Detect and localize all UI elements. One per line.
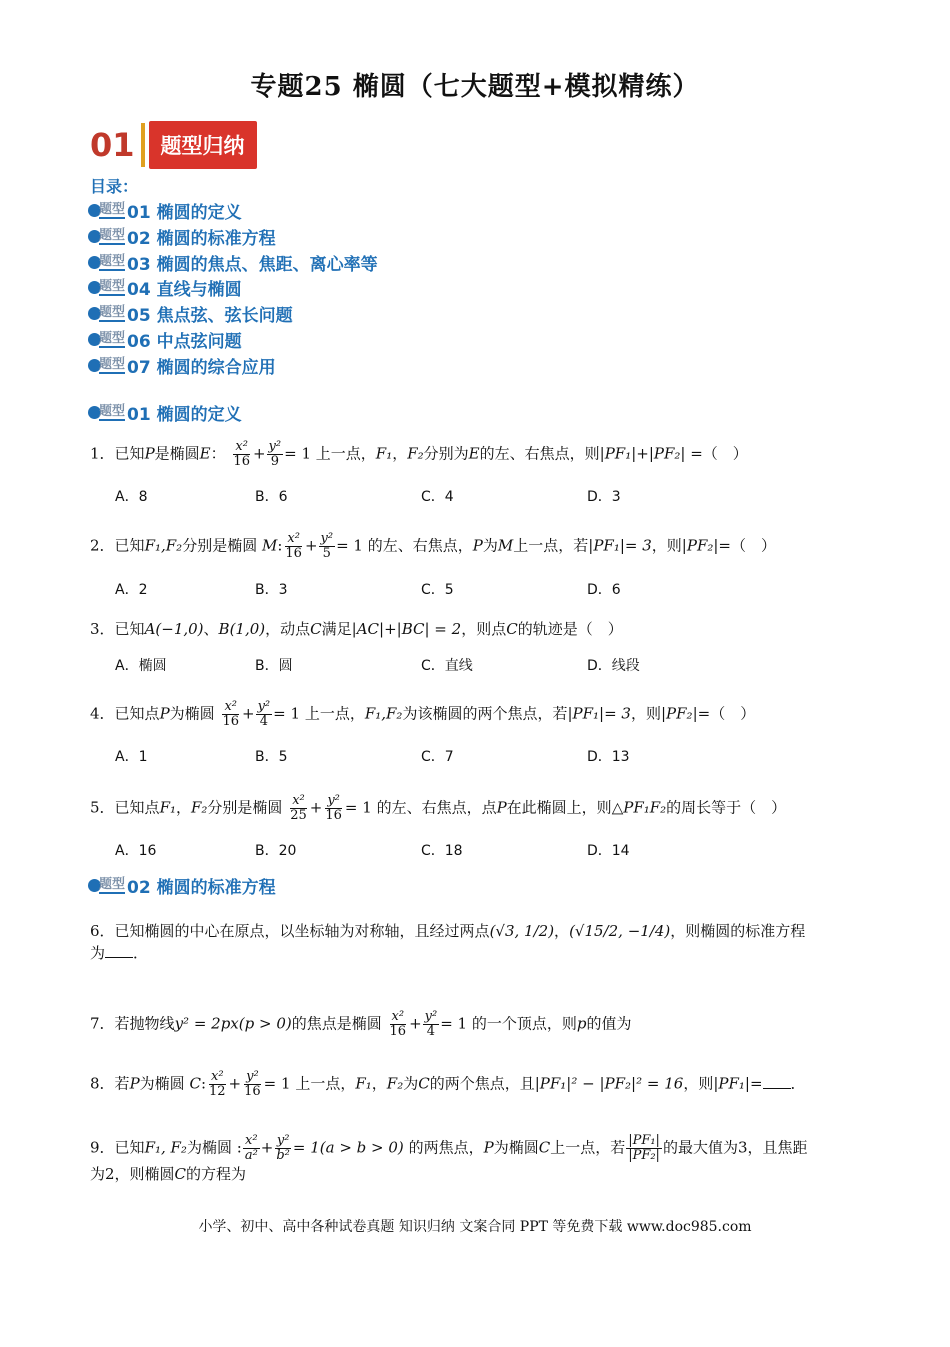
math-expression: y² [257,699,271,714]
text-fragment: 上一点， [295,1074,356,1093]
text-fragment: ，则 [683,1074,714,1093]
text-fragment: 题型 [99,330,126,346]
math-expression: x² [211,1069,224,1084]
question-6 [90,920,870,964]
fraction [319,532,336,561]
text-fragment: ，动点 [265,620,311,638]
option-c[interactable]: C．18 [421,843,463,859]
math-expression: |PF₁|= 3 [588,536,652,555]
math-expression: |PF₁|² − |PF₂|² = 16 [534,1074,684,1093]
option-c[interactable]: C．直线 [421,658,473,674]
text-fragment: 已知 [114,536,145,555]
text-fragment: ． [133,944,149,962]
text-fragment: 1． [90,444,115,463]
math-expression: |PF₂| [628,1148,660,1163]
math-expression: y² [424,1009,438,1024]
answer-blank[interactable] [105,957,133,958]
math-expression: y² [320,531,334,546]
fraction [283,532,304,561]
fraction [626,1134,662,1163]
text-fragment: 16 [285,546,302,561]
math-expression: |PF₁|= [713,1074,763,1093]
text-fragment: ， [175,798,191,817]
option-d[interactable]: D．3 [587,489,621,505]
text-fragment: 16 [244,1084,261,1099]
text-fragment: 4 [426,1024,436,1039]
text-fragment: 6． [90,922,115,940]
text-fragment: 2． [90,536,115,555]
toc-item-label: 04 直线与椭圆 [127,280,242,300]
question-7: 7．若抛物线y² = 2px(p > 0)的焦点是椭圆 $\frac{\text{x²}}{16}$ + $\frac{\text{y²}}{4}$ = 1 的一个顶点，则p的值为 [90,1009,632,1039]
math-expression: (√15/2, −1/4) [569,922,671,940]
text-fragment: ， [554,922,570,940]
math-expression: F₁ [375,444,393,463]
fraction [288,794,309,823]
text-fragment: 的值为 [586,1014,632,1033]
text-fragment: 的轨迹是 [517,620,578,638]
text-fragment: 的两焦点， [408,1138,484,1157]
math-expression: F₁,F₂ [144,536,183,555]
question-9: 9．已知F₁, F₂为椭圆 : $\frac{\text{x²}}{\text{a²}}$ + $\frac{\text{y²}}{\text{b²}}$ = 1(a > b > 0) 的两焦点，P为椭圆C上一点，若 $\frac{\text{|PF₁|}}{\text{|PF₂|}}$ 的最大值为3，且焦距 为2，则椭圆C的方程为 [90,1133,808,1183]
math-expression: A(−1,0) [144,620,204,638]
text-fragment: 题型 [99,356,126,372]
text-fragment: 的两个焦点，且 [429,1074,535,1093]
text-fragment: 5 [322,546,331,561]
option-a[interactable]: A．1 [115,749,148,765]
math-expression: F₁ [159,798,176,817]
text-fragment: ， [392,444,408,463]
toc-heading: 目录： [90,177,139,196]
text-fragment: 为 [90,944,106,962]
section-title: 01 椭圆的定义 [127,405,242,425]
text-fragment: = 1 [336,536,363,555]
text-fragment: 已知 [114,620,145,638]
text-fragment: 的左、右焦点，则 [479,444,600,463]
text-fragment: 已知 [114,444,145,463]
text-fragment: : [277,536,283,555]
text-fragment: 为 [482,536,498,555]
fraction [231,440,252,469]
text-fragment: 题型 [99,876,126,892]
math-expression: |PF₁| [628,1133,660,1148]
question-3 [90,618,870,640]
math-expression: y² [246,1069,259,1084]
text-fragment: 4． [90,704,115,723]
math-expression: P [483,1138,494,1157]
toc-item-3[interactable] [88,250,378,275]
math-expression: |AC|+|BC| = 2 [351,620,462,638]
text-fragment: 的左、右焦点， [367,536,473,555]
fraction [388,1010,409,1039]
toc-item-2[interactable] [88,224,276,249]
option-a[interactable]: A．椭圆 [115,658,167,674]
math-expression: C [310,620,322,638]
fraction [207,1070,228,1099]
math-expression: x² [292,793,305,808]
text-fragment: 为2，则椭圆 [90,1165,175,1183]
text-fragment: 为 [403,1074,419,1093]
tag-marker-icon [88,229,125,245]
text-fragment: : [236,1138,242,1157]
text-fragment: 题型 [99,227,126,243]
toc-item-label: 05 焦点弦、弦长问题 [127,306,293,326]
math-expression: x² [391,1009,405,1024]
fraction [220,700,241,729]
math-expression: C [418,1074,430,1093]
fraction [242,1070,263,1099]
question-4: 4．已知点P为椭圆 $\frac{\text{x²}}{16}$ + $\frac{\text{y²}}{4}$ = 1 上一点，F₁,F₂为该椭圆的两个焦点，若|PF₁|= 3，则|PF₂|=（ ） [90,699,756,729]
math-expression: F₂ [191,798,208,817]
page-footer: 小学、初中、高中各种试卷真题 知识归纳 文案合同 PPT 等免费下载 www.doc985.com [198,1219,752,1235]
text-fragment: 分别是椭圆 [182,536,258,555]
toc-item-7[interactable] [88,353,276,378]
option-c[interactable]: C．7 [421,749,454,765]
text-fragment: ． [790,1074,806,1093]
text-fragment: 的最大值为3，且焦距 [662,1138,808,1157]
tag-marker-icon [88,203,125,219]
tag-marker-icon [88,280,125,296]
badge-label: 题型归纳 [149,121,257,169]
math-expression: = 1(a > b > 0) [292,1138,404,1157]
text-fragment: 、 [203,620,219,638]
math-expression: x² [245,1133,258,1148]
text-fragment: 为椭圆 [186,1138,232,1157]
toc-item-label: 03 椭圆的焦点、焦距、离心率等 [127,255,378,275]
option-c[interactable]: C．5 [421,582,454,598]
tag-marker-icon [88,255,125,271]
math-expression: E [468,444,480,463]
math-expression: F₁, F₂ [144,1138,187,1157]
text-fragment: : [200,1074,206,1093]
option-d[interactable]: D．14 [587,843,630,859]
text-fragment: 16 [222,714,239,729]
math-expression: C [174,1165,187,1183]
math-expression: △PF₁F₂ [611,798,667,817]
text-fragment: 的方程为 [186,1165,247,1183]
math-expression: P [144,444,155,463]
question-8: 8．若P为椭圆 C: $\frac{\text{x²}}{12}$ + $\frac{\text{y²}}{16}$ = 1 上一点，F₁，F₂为C的两个焦点，且|PF₁|² − |PF₂|² = 16，则|PF₁|= ． [90,1069,806,1099]
text-fragment: ， [371,1074,387,1093]
question-5: 5．已知点F₁，F₂分别是椭圆 $\frac{\text{x²}}{25}$ + $\frac{\text{y²}}{16}$ = 1 的左、右焦点，点P在此椭圆上，则△PF₁F₂的周长等于（ ） [90,793,787,823]
option-b[interactable]: B．20 [255,843,297,859]
answer-blank[interactable] [763,1088,791,1089]
toc-item-4[interactable] [88,275,242,300]
text-fragment: 为该椭圆的两个焦点，若 [402,704,568,723]
text-fragment: ，则点 [461,620,507,638]
text-fragment: 上一点，若 [550,1138,626,1157]
math-expression: y² = 2px(p > 0) [174,1014,292,1033]
fraction [423,1010,440,1039]
math-expression: y² [268,439,282,454]
text-fragment: 已知点 [114,704,160,723]
math-expression: (√3, 1/2) [489,922,555,940]
text-fragment: （ ） [702,444,748,463]
section-badge [90,122,257,168]
toc-item-label: 02 椭圆的标准方程 [127,229,276,249]
option-d[interactable]: D．6 [587,582,621,598]
math-expression: y² [327,793,340,808]
tag-marker-icon [88,358,125,374]
text-fragment: 若抛物线 [114,1014,175,1033]
math-expression: p [576,1014,587,1033]
text-fragment: 的焦点是椭圆 [291,1014,382,1033]
math-expression: |PF₂|= [661,704,711,723]
badge-divider [141,123,145,167]
fraction [256,700,273,729]
option-b[interactable]: B．6 [255,489,288,505]
math-expression: P [159,704,170,723]
option-b[interactable]: B．3 [255,582,288,598]
text-fragment: = 1 [263,1074,291,1093]
text-fragment: 上一点， [304,704,365,723]
text-fragment: = 1 [284,444,311,463]
text-fragment: 4 [259,714,268,729]
text-fragment: 分别是椭圆 [207,798,283,817]
text-fragment: 题型 [99,253,126,269]
math-expression: F₁ [355,1074,372,1093]
section-heading-1 [88,400,242,425]
option-b[interactable]: B．圆 [255,658,293,674]
text-fragment: 12 [209,1084,226,1099]
text-fragment: 9 [270,454,279,469]
math-expression: x² [235,439,248,454]
fraction [274,1134,292,1163]
section-title: 02 椭圆的标准方程 [127,878,276,898]
text-fragment: 满足 [321,620,352,638]
text-fragment: 8． [90,1074,115,1093]
toc-item-label: 01 椭圆的定义 [127,203,242,223]
option-a[interactable]: A．16 [115,843,157,859]
fraction [267,440,284,469]
text-fragment: 为椭圆 [493,1138,539,1157]
text-fragment: = 1 [273,704,301,723]
text-fragment: 25 [290,808,307,823]
math-expression: E [199,444,211,463]
toc-item-label: 07 椭圆的综合应用 [127,358,276,378]
tag-marker-icon [88,405,125,421]
tag-marker-icon [88,878,125,894]
math-expression: |PF₂|= [681,536,731,555]
math-expression: |PF₁|+|PF₂| = [599,444,703,463]
text-fragment: 题型 [99,304,126,320]
text-fragment: 已知点 [114,798,160,817]
text-fragment: 的左、右焦点，点 [376,798,497,817]
text-fragment: 分别为 [423,444,469,463]
toc-item-1[interactable] [88,198,242,223]
toc-item-label: 06 中点弦问题 [127,332,242,352]
toc-item-5[interactable] [88,301,293,326]
text-fragment: 题型 [99,278,126,294]
text-fragment: 3． [90,620,115,638]
math-expression: B(1,0) [218,620,266,638]
text-fragment: 在此椭圆上，则 [506,798,612,817]
math-expression: M [261,536,278,555]
question-2: 2．已知F₁,F₂分别是椭圆 M: $\frac{\text{x²}}{16}$ + $\frac{\text{y²}}{5}$ = 1 的左、右焦点，P为M上一点，若|PF₁|= 3，则|PF₂|=（ ） [90,531,777,561]
math-expression: C [506,620,518,638]
text-fragment: 16 [389,1024,407,1039]
math-expression: a² [244,1148,258,1163]
option-d[interactable]: D．线段 [587,658,640,674]
math-expression: x² [224,699,237,714]
math-expression: F₂ [407,444,424,463]
math-expression: C [189,1074,201,1093]
text-fragment: 已知 [114,1138,145,1157]
text-fragment: 16 [233,454,250,469]
text-fragment: 是椭圆 [154,444,200,463]
text-fragment: 上一点，若 [513,536,589,555]
text-fragment: = 1 [344,798,372,817]
text-fragment: 题型 [99,403,126,419]
text-fragment: ： [210,444,226,463]
math-expression: P [496,798,507,817]
text-fragment: 题型 [99,201,126,217]
text-fragment: ，则椭圆的标准方程 [670,922,806,940]
text-fragment: （ ） [731,536,777,555]
text-fragment: 上一点， [315,444,376,463]
text-fragment: 已知椭圆的中心在原点，以坐标轴为对称轴，且经过两点 [114,922,490,940]
text-fragment: 若 [114,1074,130,1093]
text-fragment: 7． [90,1014,115,1033]
question-1: 1．已知P是椭圆E： $\frac{\text{x²}}{16}$ + $\frac{\text{y²}}{9}$ = 1 上一点，F₁，F₂分别为E的左、右焦点，则|PF₁|+|PF₂| =（ ） [90,439,748,469]
math-expression: M [497,536,514,555]
option-a[interactable]: A．8 [115,489,148,505]
math-expression: y² [276,1133,290,1148]
text-fragment: （ ） [577,620,623,638]
math-expression: F₂ [386,1074,404,1093]
math-expression: P [129,1074,140,1093]
math-expression: b² [276,1148,290,1163]
text-fragment: 16 [325,808,342,823]
text-fragment: ，则 [651,536,682,555]
text-fragment: 的一个顶点，则 [471,1014,577,1033]
text-fragment: 5． [90,798,115,817]
math-expression: C [538,1138,551,1157]
math-expression: F₁,F₂ [364,704,403,723]
text-fragment: 为椭圆 [169,704,215,723]
text-fragment: ，则 [630,704,661,723]
option-b[interactable]: B．5 [255,749,288,765]
text-fragment: 的周长等于（ ） [666,798,787,817]
fraction [323,794,344,823]
tag-marker-icon [88,306,125,322]
text-fragment: 9． [90,1138,115,1157]
text-fragment: 为椭圆 [139,1074,185,1093]
math-expression: |PF₁|= 3 [567,704,631,723]
option-d[interactable]: D．13 [587,749,630,765]
toc-item-6[interactable] [88,327,242,352]
option-a[interactable]: A．2 [115,582,148,598]
badge-number: 01 [90,126,135,164]
option-c[interactable]: C．4 [421,489,454,505]
text-fragment: = 1 [440,1014,468,1033]
section-heading-2 [88,873,276,898]
tag-marker-icon [88,332,125,348]
page-title: 专题25 椭圆（七大题型+模拟精练） [250,72,700,102]
fraction [243,1134,260,1163]
text-fragment: （ ） [710,704,756,723]
math-expression: P [472,536,483,555]
math-expression: x² [287,531,300,546]
